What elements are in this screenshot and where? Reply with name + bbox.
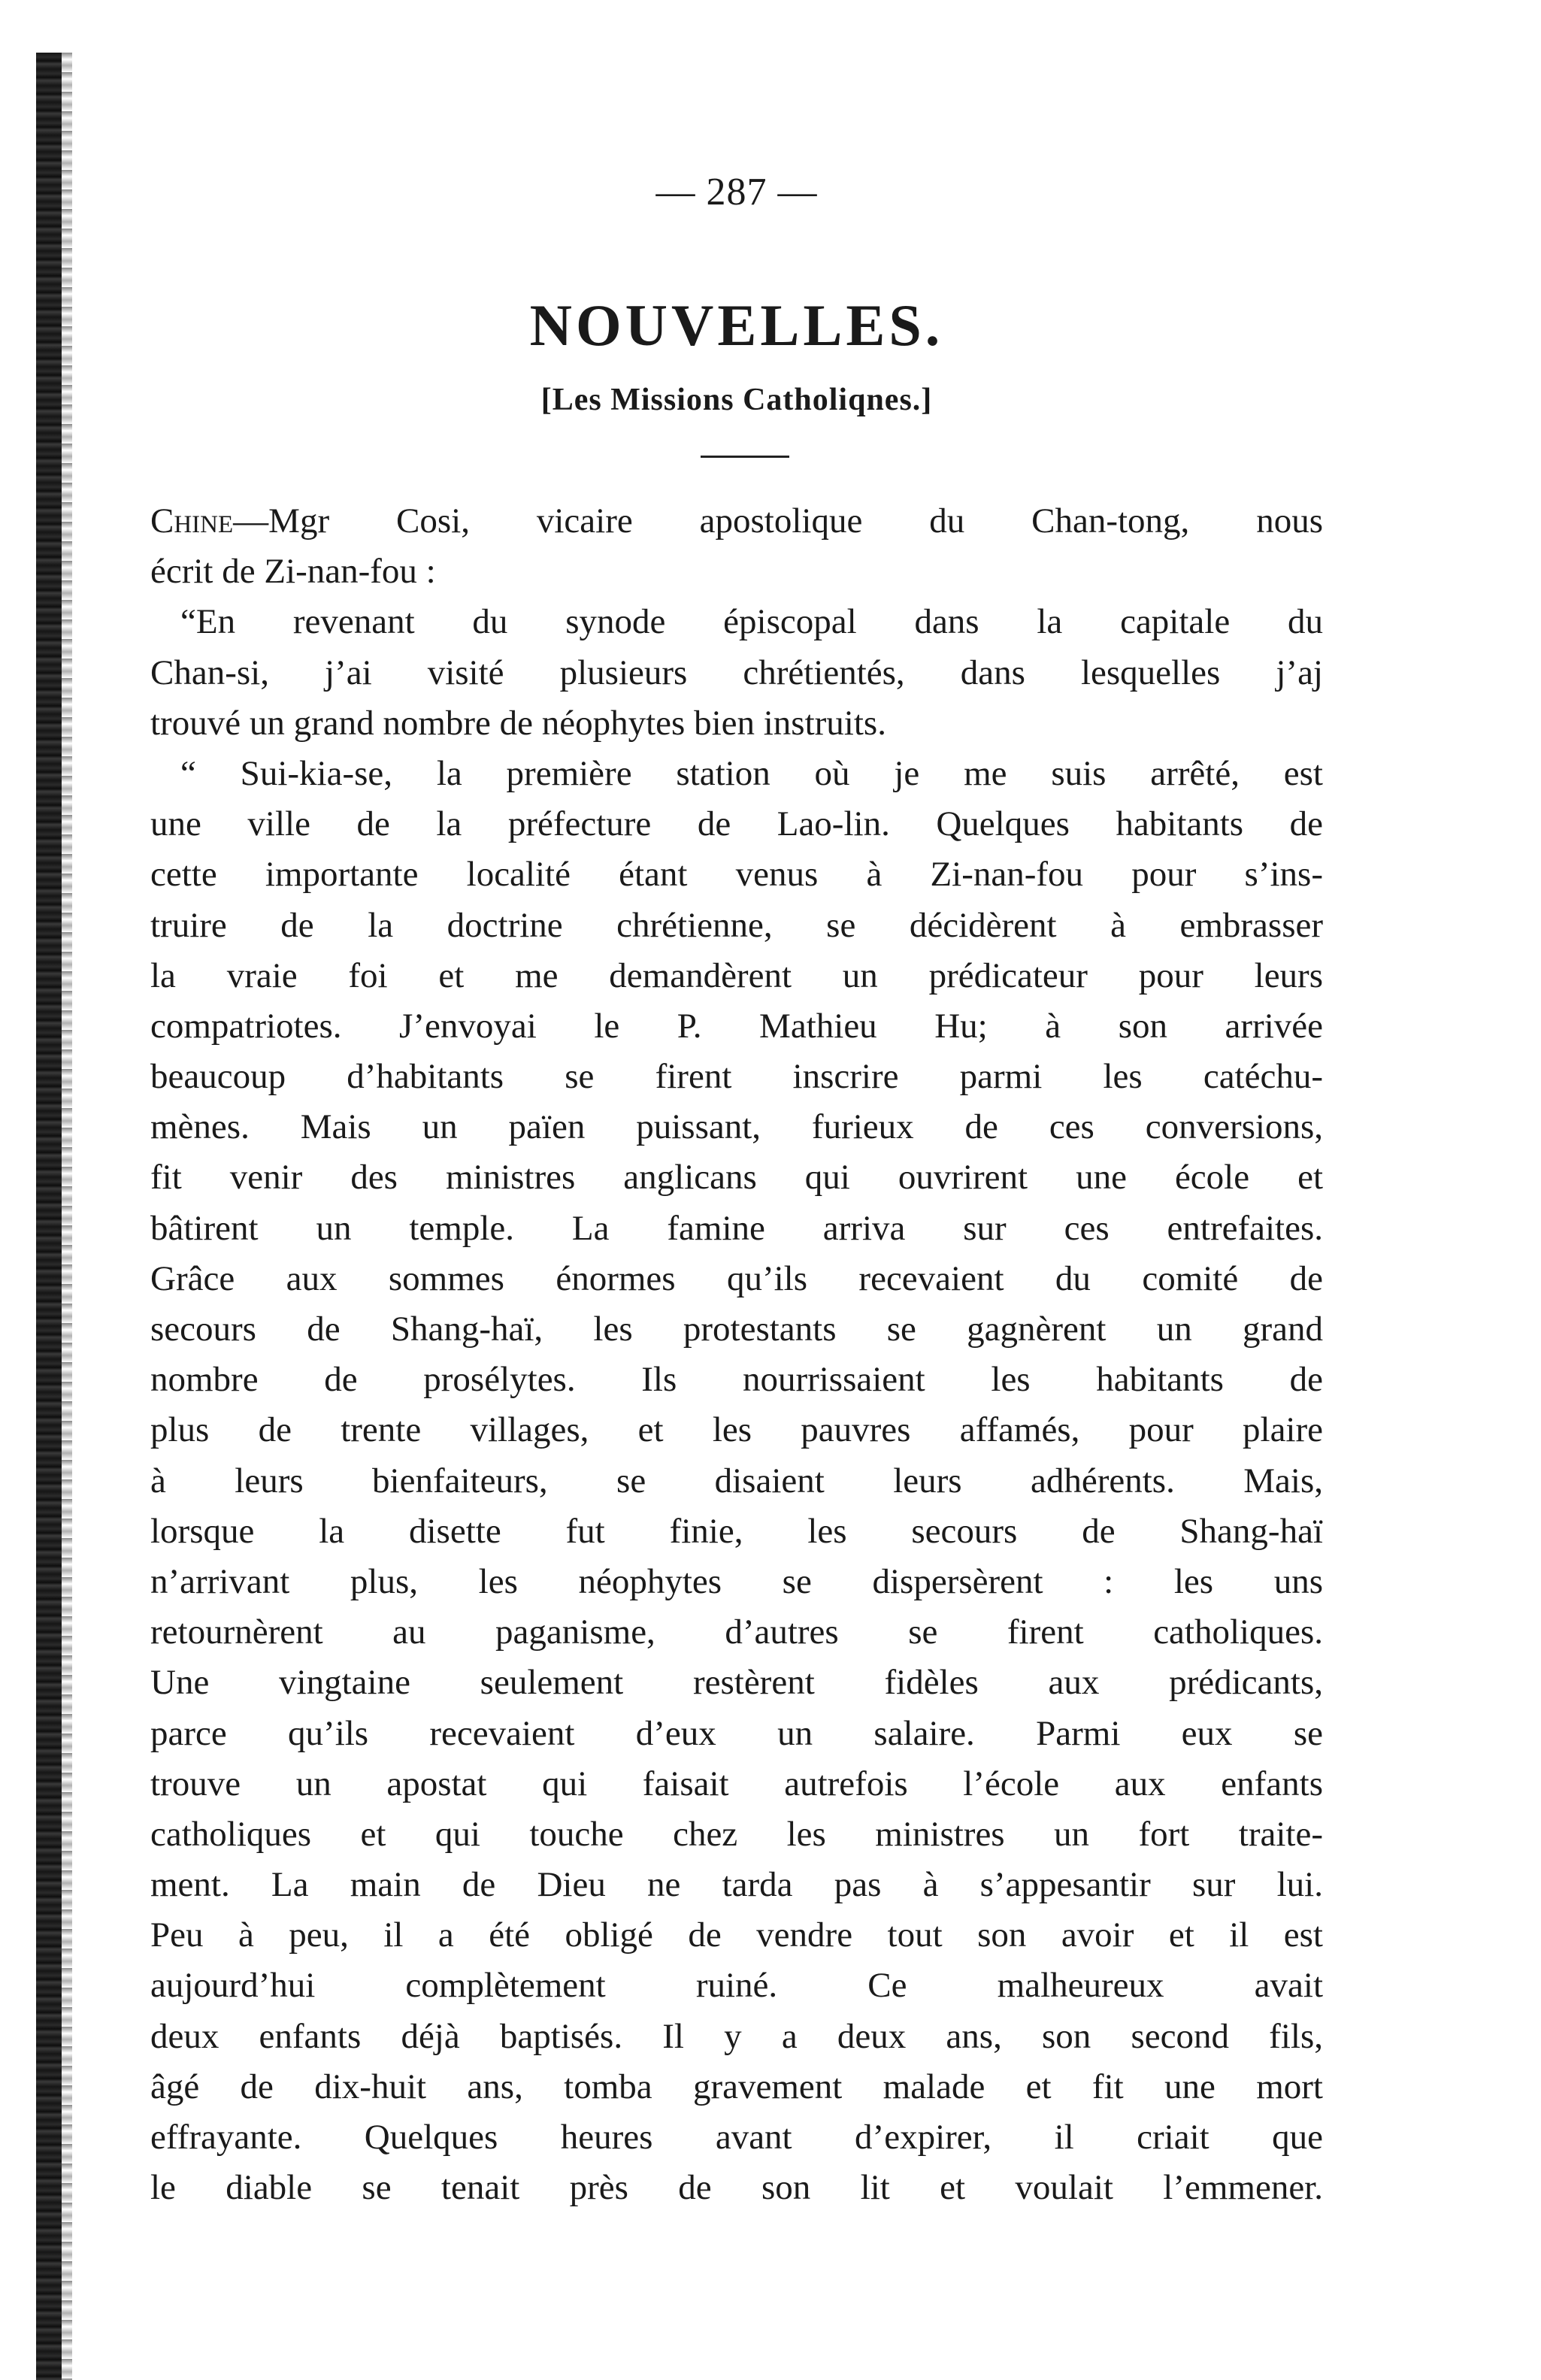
text-line: Une vingtaine seulement restèrent fidèles aux prédicants, bbox=[150, 1663, 1323, 1703]
text-line: une ville de la préfecture de Lao-lin. Quelques habitants de bbox=[150, 804, 1323, 844]
text-line: effrayante. Quelques heures avant d’expirer, il criait que bbox=[150, 2118, 1323, 2157]
text-line: écrit de Zi-nan-fou : bbox=[150, 552, 436, 592]
page-number: — 287 — bbox=[655, 171, 818, 213]
text-line bbox=[150, 496, 1323, 547]
binding-edge bbox=[36, 53, 62, 2380]
article-body bbox=[150, 496, 1323, 2213]
text-line: truire de la doctrine chrétienne, se décidèrent à embrasser bbox=[150, 905, 1323, 945]
text-line: Chan-si, j’ai visité plusieurs chrétientés, dans lesquelles j’aj bbox=[150, 653, 1323, 692]
text-line: lorsque la disette fut finie, les secours de Shang-haï bbox=[150, 1511, 1323, 1551]
text-line: à leurs bienfaiteurs, se disaient leurs adhérents. Mais, bbox=[150, 1461, 1323, 1500]
text-line: n’arrivant plus, les néophytes se dispersèrent : les uns bbox=[150, 1561, 1323, 1601]
text-line: nombre de prosélytes. Ils nourrissaient les habitants de bbox=[150, 1360, 1323, 1400]
text-line: ment. La main de Dieu ne tarda pas à s’appesantir sur lui. bbox=[150, 1865, 1323, 1905]
text-line: Grâce aux sommes énormes qu’ils recevaient du comité de bbox=[150, 1258, 1323, 1298]
text-line: trouve un apostat qui faisait autrefois l’école aux enfants bbox=[150, 1764, 1323, 1803]
text-line: “ Sui-kia-se, la première station où je me suis arrêté, est bbox=[180, 753, 1323, 793]
text-line: aujourd’hui complètement ruiné. Ce malheureux avait bbox=[150, 1966, 1323, 2006]
text-line: secours de Shang-haï, les protestants se gagnèrent un grand bbox=[150, 1310, 1323, 1349]
text-line: deux enfants déjà baptisés. Il y a deux ans, son second fils, bbox=[150, 2016, 1323, 2056]
text-line: catholiques et qui touche chez les ministres un fort traite- bbox=[150, 1814, 1323, 1854]
text-line: Peu à peu, il a été obligé de vendre tout son avoir et il est bbox=[150, 1915, 1323, 1955]
text-line: plus de trente villages, et les pauvres affamés, pour plaire bbox=[150, 1410, 1323, 1450]
text-line: bâtirent un temple. La famine arriva sur ces entrefaites. bbox=[150, 1208, 1323, 1248]
text-line: fit venir des ministres anglicans qui ouvrirent une école et bbox=[150, 1158, 1323, 1198]
page-title: NOUVELLES. bbox=[529, 292, 944, 358]
text-line: compatriotes. J’envoyai le P. Mathieu Hu; à son arrivée bbox=[150, 1006, 1323, 1046]
text-line: beaucoup d’habitants se firent inscrire parmi les catéchu- bbox=[150, 1057, 1323, 1097]
text-line: “En revenant du synode épiscopal dans la capitale du bbox=[180, 602, 1323, 642]
text-line: trouvé un grand nombre de néophytes bien instruits. bbox=[150, 703, 886, 743]
lead-word: Chine bbox=[150, 501, 234, 540]
text-line: parce qu’ils recevaient d’eux un salaire. Parmi eux se bbox=[150, 1713, 1323, 1753]
text-line: retournèrent au paganisme, d’autres se firent catholiques. bbox=[150, 1612, 1323, 1652]
text-line: la vraie foi et me demandèrent un prédicateur pour leurs bbox=[150, 955, 1323, 995]
divider-rule bbox=[701, 456, 789, 458]
line-text: —Mgr Cosi, vicaire apostolique du Chan-tong, nous bbox=[233, 501, 1323, 540]
text-line: mènes. Mais un païen puissant, furieux de ces conversions, bbox=[150, 1107, 1323, 1147]
text-line: cette importante localité étant venus à Zi-nan-fou pour s’ins- bbox=[150, 855, 1323, 895]
text-line: le diable se tenait près de son lit et voulait l’emmener. bbox=[150, 2168, 1323, 2208]
source-attribution: [Les Missions Catholiqnes.] bbox=[540, 383, 933, 417]
text-line: âgé de dix-huit ans, tomba gravement malade et fit une mort bbox=[150, 2067, 1323, 2106]
